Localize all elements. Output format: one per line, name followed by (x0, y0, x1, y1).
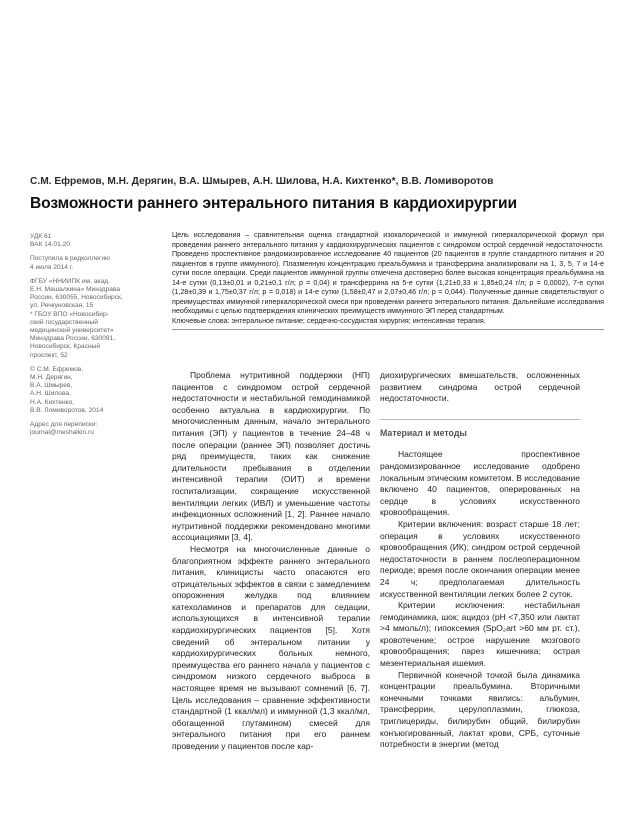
body-column-right (380, 370, 580, 810)
authors: С.М. Ефремов, М.Н. Дерягин, В.А. Шмырев, А.Н. Шилова, Н.А. Кихтенко*, В.В. Ломиворотов (30, 176, 494, 187)
paragraph: диохирургических вмешательств, осложненных развитием синдрома острой сердечной недостаточности. (380, 370, 580, 404)
received-date: Поступила в редколлегию 4 июля 2014 г. (30, 255, 110, 271)
paragraph: Критерии исключения: нестабильная гемодинамика, шок; ацидоз (pH <7,350 или лактат >4 ммоль/л); гипоксемия (SpO₂art >60 мм рт. ст.), кровотечение; острое нарушение мозгового кровообращения; парез кишечника; острая мезентериальная ишемия. (380, 600, 580, 669)
copyright: © С.М. Ефремов, М.Н. Дерягин, В.А. Шмырев, А.Н. Шилова, Н.А. Кихтенко, В.В. Ломиворотов, 2014 (30, 365, 104, 414)
paragraph: Критерии включения: возраст старше 18 лет; операция в условиях искусственного кровообращения (ИК); синдром острой сердечной недостаточности в раннем послеоперационном периоде; время после окончания операции менее 24 ч; предполагаемая длительность искусственной вентиляции легких более 2 суток. (380, 518, 580, 599)
paragraph: Проблема нутритивной поддержки (НП) пациентов с синдромом острой сердечной недостаточности и нестабильной гемодинамикой особенно актуальна в кардиохирургии. По многочисленным данным, начало энтерального питания (ЭП) у пациентов в течение 24–48 ч после операции (раннее ЭП) позволяет достичь ряд преимуществ, таких как снижение длительности пребывания в отделении интенсивной терапии (ОИТ) и времени госпитализации, сокращение искусственной вентиляции легких (ИВЛ) и уменьшение частоты инфекционных осложнений [1, 2]. Раннее начало нутритивной поддержки рекомендовано многими ассоциациями [3, 4]. (172, 370, 370, 543)
article-title: Возможности раннего энтерального питания в кардиохирургии (30, 195, 518, 212)
body-column-left (172, 370, 370, 810)
paragraph: Первичной конечной точкой была динамика концентрации преальбумина. Вторичными конечными точками явились: альбумин, трансферрин, церулоплазмин, глюкоза, триглицериды, билирубин общий, билирубин конъюгированный, лактат крови, СРБ, суточные потребности в энергии (метод (380, 669, 580, 750)
correspondence: Адрес для переписки: journal@meshalkin.ru (30, 421, 98, 437)
paragraph: Несмотря на многочисленные данные о благоприятном эффекте раннего энтерального питания, клиницисты часто опасаются его отрицательных эффектов в связи с замедлением опорожнения желудка под влиянием катехоламинов и препаратов для седации, использующихся в интенсивной терапии кардиохирургических пациентов [5]. Хотя сведений об энтеральном питании у кардиохирургических больных немного, преимущества его раннего начала у пациентов с синдромом низкого сердечного выброса в настоящее время не вызывают сомнений [6, 7]. Цель исследования – сравнение эффективности стандартной (1 ккал/мл) и иммунной (1,3 ккал/мл, обогащенной глутамином) смесей для энтерального питания при его раннем проведении у пациентов после кар- (172, 543, 370, 751)
keywords: Ключевые слова: энтеральное питание; сердечно-сосудистая хирургия; интенсивная терапия. (172, 316, 486, 325)
udk-code: УДК 61 ВАК 14.01.20 (30, 233, 70, 249)
paragraph: Настоящее проспективное рандомизированное исследование одобрено локальным этическим комитетом. В исследование включено 40 пациентов, оперированных на сердце в условиях искусственного кровообращения. (380, 449, 580, 518)
section-heading: Материал и методы (380, 419, 580, 440)
abstract (172, 231, 604, 330)
abstract-text: Цель исследования – сравнительная оценка стандартной изокалорической и иммунной гиперкалорической формул при проведении раннего энтерального питания у кардиохирургических пациентов с синдромом острой сердечной недостаточности. Проведено проспективное рандомизированное исследование 40 пациентов (20 пациентов в группе стандартного питания и 20 пациентов в группе иммунного). Плазменную концентрацию преальбумина и трансферрина анализировали на 1, 3, 5, 7 и 14-е сутки после операции. Среди пациентов иммунной группы отмечена достоверно более высокая концентрация преальбумина на 14-е сутки (0,13±0,01 и 0,21±0,1 г/л; p = 0,04) и трансферрина на 5-е сутки (1,21±0,33 и 1,85±0,24 г/л; p = 0,0002), 7-е сутки (1,28±0,39 и 1,75±0,37 г/л; p = 0,018) и 14-е сутки (1,58±0,47 и 2,07±0,46 г/л; p = 0,044). Полученные данные свидетельствуют о преимуществах иммунной гиперкалорической смеси при проведении раннего энтерального питания. Дальнейшие исследования необходимы с целью подтверждения клинических преимуществ иммунного ЭП перед стандартным. (172, 231, 604, 315)
affiliation: ФГБУ «ННИИПК им. акад. Е.Н. Мешалкина» Минздрава России, 630055, Новосибирск, ул. Речкуновская, 15 * ГБОУ ВПО «Новосибир- ский государственный медицинский университет» Минздрава России, 630091, Новосибирск, Красный проспект, 52 (30, 277, 123, 359)
article-metadata-sidebar (30, 233, 155, 443)
